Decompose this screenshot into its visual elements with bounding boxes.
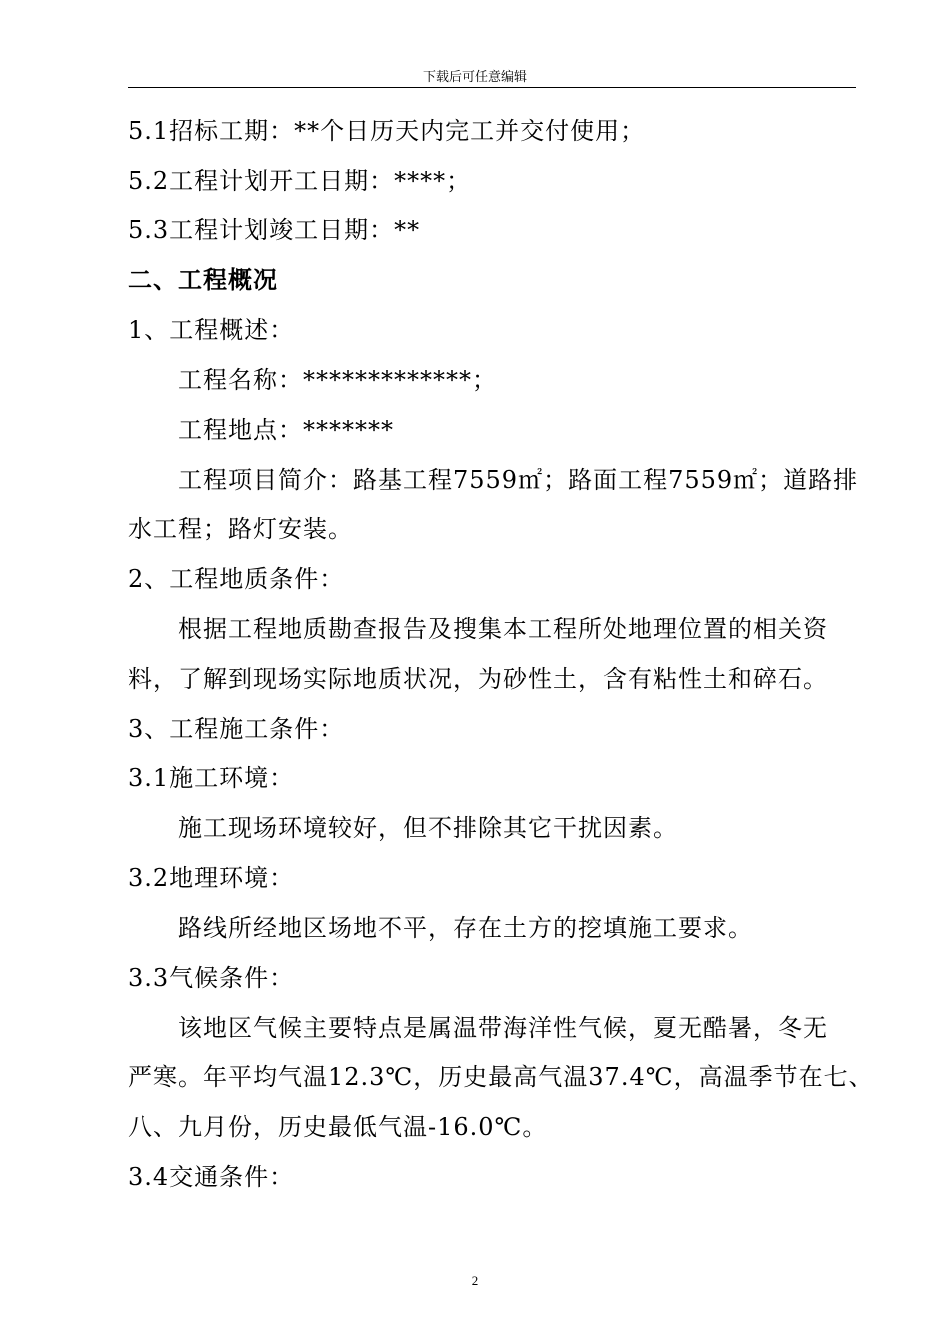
- project-brief-line-1: 工程项目简介：路基工程7559㎡；路面工程7559㎡；道路排: [178, 466, 859, 494]
- subsection-climate: 3.3气候条件：: [128, 964, 295, 992]
- page-header: 下载后可任意编辑: [422, 70, 527, 85]
- subsection-geology: 2、工程地质条件：: [128, 565, 345, 593]
- subsection-geographic-environment: 3.2地理环境：: [128, 864, 295, 892]
- project-location: 工程地点：*******: [178, 416, 394, 444]
- geology-text-line-1: 根据工程地质勘查报告及搜集本工程所处地理位置的相关资: [178, 615, 828, 643]
- geology-text-line-2: 料，了解到现场实际地质状况，为砂性土，含有粘性土和碎石。: [128, 665, 828, 693]
- schedule-start-date: 5.2工程计划开工日期：****；: [128, 167, 472, 195]
- schedule-bid-period: 5.1招标工期：**个日历天内完工并交付使用；: [128, 117, 646, 145]
- schedule-completion-date: 5.3工程计划竣工日期：**: [128, 216, 421, 244]
- header-rule: [128, 87, 856, 88]
- geographic-environment-text: 路线所经地区场地不平，存在土方的挖填施工要求。: [178, 914, 753, 942]
- subsection-construction-environment: 3.1施工环境：: [128, 764, 295, 792]
- subsection-project-summary: 1、工程概述：: [128, 316, 295, 344]
- section-heading-overview: 二、工程概况: [128, 265, 278, 294]
- page-number: 2: [471, 1273, 479, 1288]
- climate-text-line-2: 严寒。年平均气温12.3℃，历史最高气温37.4℃，高温季节在七、: [128, 1063, 874, 1091]
- climate-text-line-1: 该地区气候主要特点是属温带海洋性气候，夏无酷暑，冬无: [178, 1014, 828, 1042]
- construction-environment-text: 施工现场环境较好，但不排除其它干扰因素。: [178, 814, 678, 842]
- project-name: 工程名称：*************；: [178, 366, 497, 394]
- subsection-construction-conditions: 3、工程施工条件：: [128, 715, 345, 743]
- project-brief-line-2: 水工程；路灯安装。: [128, 515, 353, 543]
- climate-text-line-3: 八、九月份，历史最低气温-16.0℃。: [128, 1113, 548, 1141]
- subsection-traffic: 3.4交通条件：: [128, 1163, 295, 1191]
